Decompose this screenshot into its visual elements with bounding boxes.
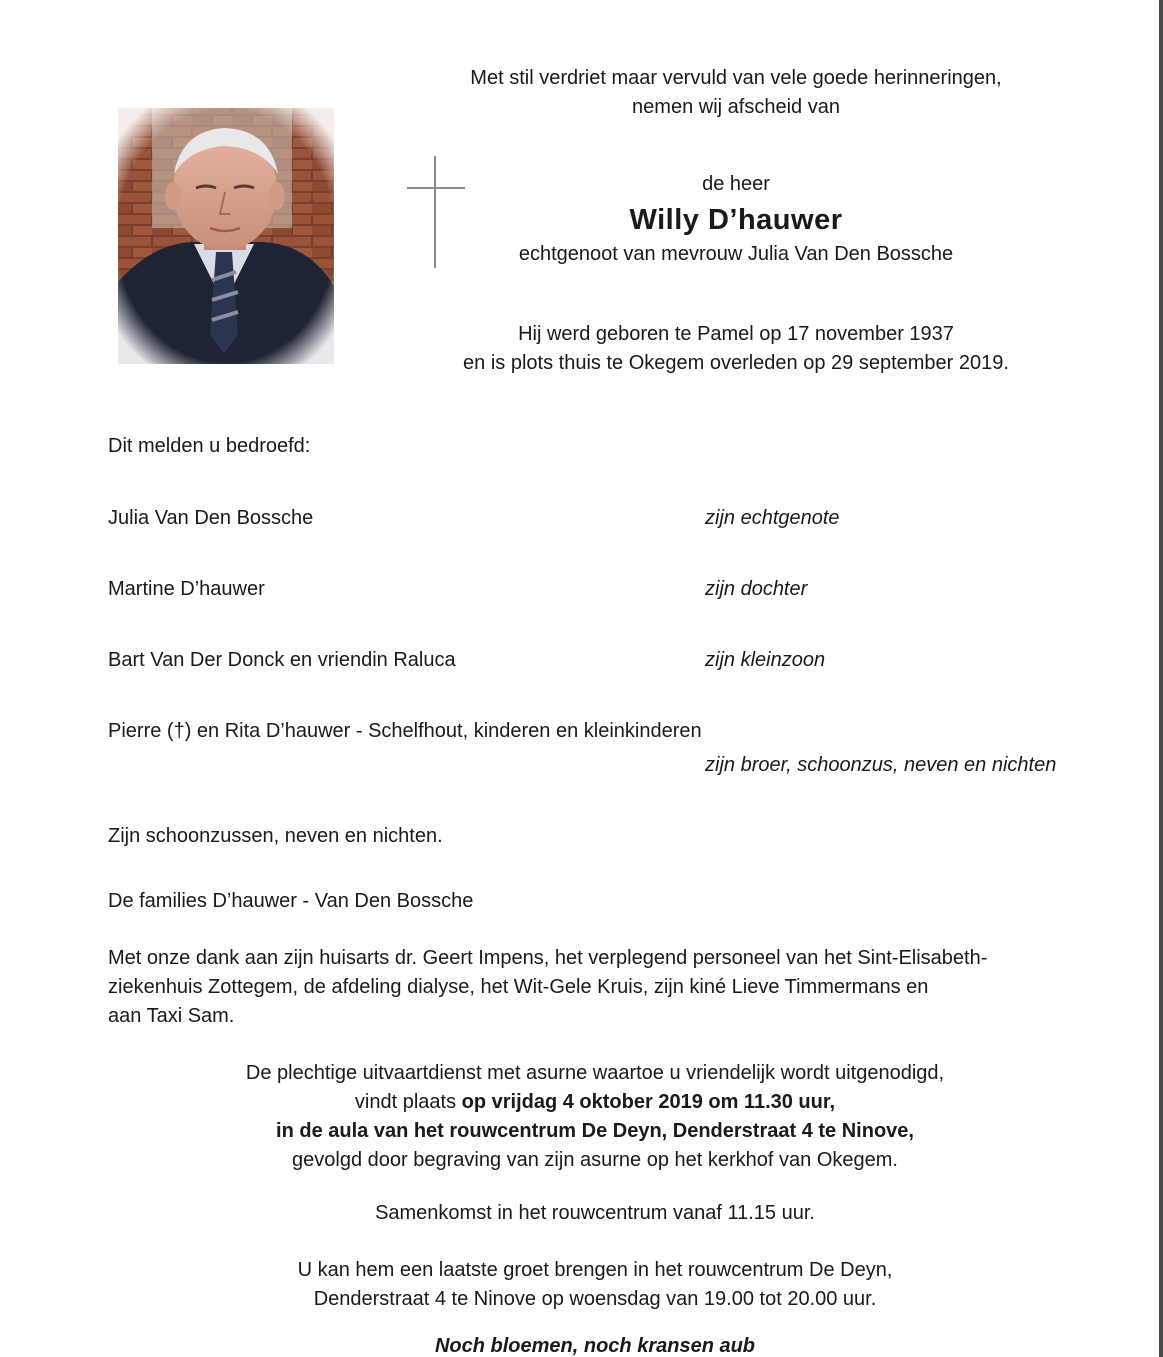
spouse-line: echtgenoot van mevrouw Julia Van Den Bossche [518, 243, 954, 265]
visit-line-1: U kan hem een laatste groet brengen in het rouwcentrum De Deyn, [297, 1259, 893, 1281]
thanks-line-1: Met onze dank aan zijn huisarts dr. Geert Impens, het verplegend personeel van het Sint-Elisabeth- [108, 947, 988, 969]
service-line-2 [100, 1088, 1090, 1117]
mourner-name-4: Pierre (†) en Rita D’hauwer - Schelfhout, kinderen en kleinkinderen [108, 720, 702, 742]
birth-line: Hij werd geboren te Pamel op 17 november 1937 [518, 323, 954, 345]
deceased-name: Willy D’hauwer [629, 204, 843, 236]
deceased-block [420, 170, 1052, 270]
announce-text: Dit melden u bedroefd: [108, 435, 311, 457]
mourner-relation-4: zijn broer, schoonzus, neven en nichten [705, 754, 1057, 776]
intro-line-2: nemen wij afscheid van [632, 96, 840, 118]
service-info [100, 1059, 1090, 1357]
portrait-photo [112, 104, 340, 368]
mourner-name-2: Martine D’hauwer [108, 578, 265, 600]
death-line: en is plots thuis te Okegem overleden op 29 september 2019. [463, 352, 1009, 374]
salutation: de heer [702, 173, 770, 195]
visit-line-2: Denderstraat 4 te Ninove op woensdag van 19.00 tot 20.00 uur. [313, 1288, 877, 1310]
mourner-relation-2: zijn dochter [705, 578, 808, 600]
mourner-name-1: Julia Van Den Bossche [108, 507, 314, 529]
mourner-relation-1: zijn echtgenote [705, 507, 840, 529]
service-line-2-prefix: vindt plaats [354, 1091, 462, 1113]
extra-line-2: De families D’hauwer - Van Den Bossche [108, 890, 474, 912]
service-date: op vrijdag 4 oktober 2019 om 11.30 uur, [461, 1091, 836, 1113]
gathering-line: Samenkomst in het rouwcentrum vanaf 11.15 uur. [375, 1202, 815, 1224]
mourner-name-3: Bart Van Der Donck en vriendin Raluca [108, 649, 456, 671]
closing-line: Noch bloemen, noch kransen aub [434, 1335, 756, 1357]
thanks-line-3: aan Taxi Sam. [108, 1005, 235, 1027]
intro-line-1: Met stil verdriet maar vervuld van vele goede herinneringen, [470, 67, 1002, 89]
mourner-relation-3: zijn kleinzoon [705, 649, 826, 671]
service-location: in de aula van het rouwcentrum De Deyn, Denderstraat 4 te Ninove, [276, 1120, 914, 1142]
service-line-4: gevolgd door begraving van zijn asurne op het kerkhof van Okegem. [292, 1149, 898, 1171]
birth-death-info [420, 320, 1052, 378]
thanks-line-2: ziekenhuis Zottegem, de afdeling dialyse, het Wit-Gele Kruis, zijn kiné Lieve Timmermans en [108, 976, 929, 998]
extra-line-1: Zijn schoonzussen, neven en nichten. [108, 825, 443, 847]
service-line-1: De plechtige uitvaartdienst met asurne waartoe u vriendelijk wordt uitgenodigd, [245, 1062, 945, 1084]
thanks-paragraph [108, 944, 1068, 1031]
intro-text [420, 64, 1052, 122]
